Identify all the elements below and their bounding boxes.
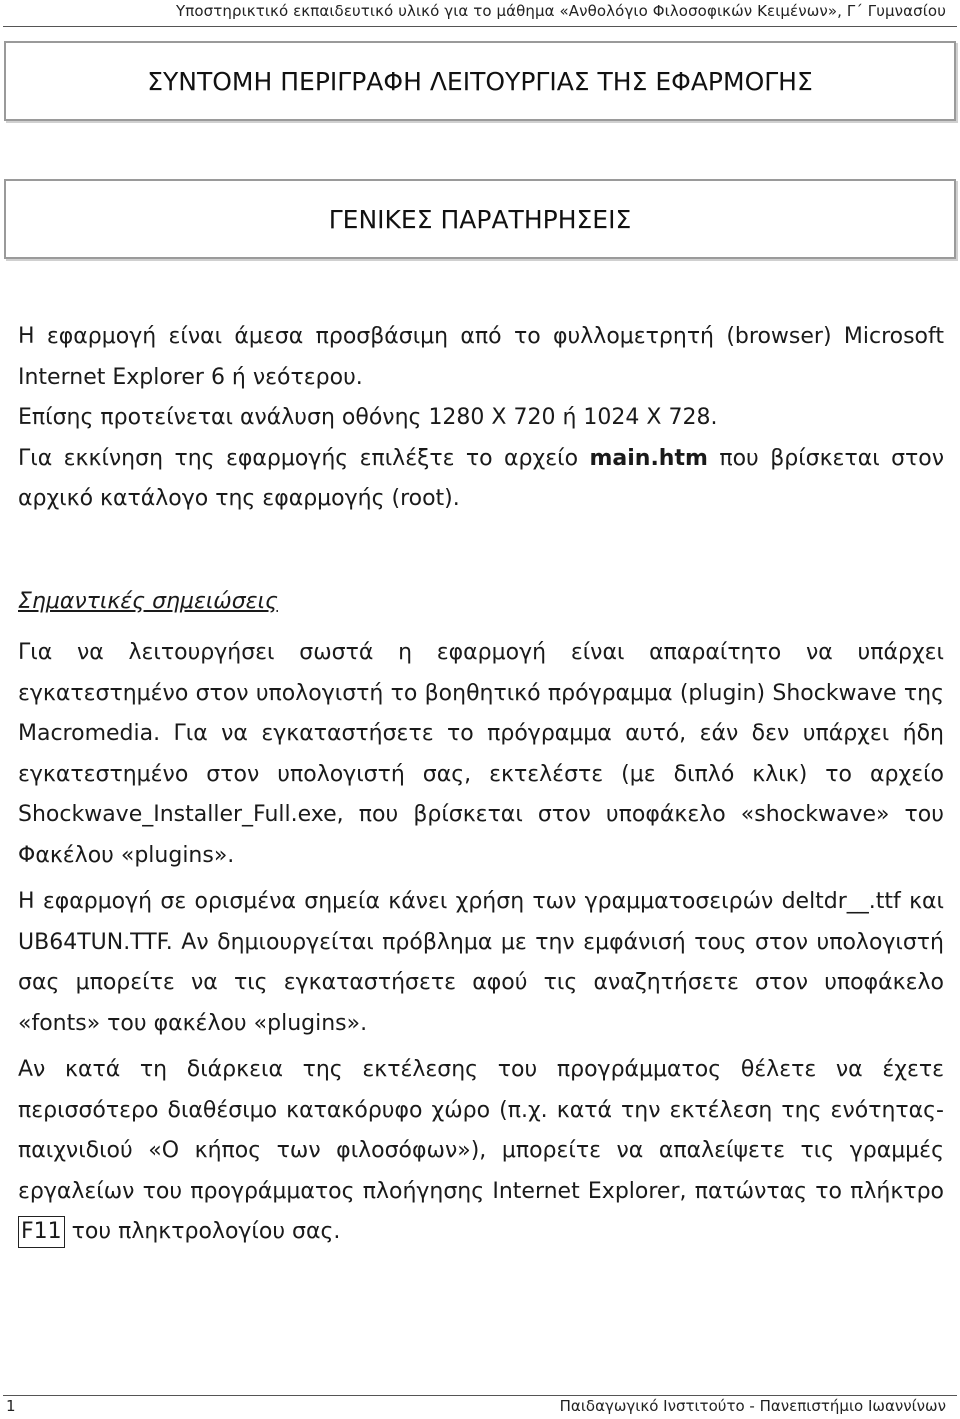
browser-paragraph: Η εφαρμογή είναι άμεσα προσβάσιμη από το φυλλομετρητή (browser) Microsoft Internet Explorer 6 ή νεότερου. xyxy=(18,324,944,390)
shockwave-paragraph: Για να λειτουργήσει σωστά η εφαρμογή είναι απαραίτητο να υπάρχει εγκατεστημένο στον υπολογιστή το βοηθητικό πρόγραμμα (plugin) Shockwave της Macromedia. Για να εγκαταστήσετε το πρόγραμμα αυτό, εάν δεν υπάρχει ήδη εγκατεστημένο στον υπολογιστή σας, εκτελέστε (με διπλό κλικ) το αρχείο Shockwave_Installer_Full.exe, που βρίσκεται στον υποφάκελο «shockwave» του Φακέλου «plugins». xyxy=(18,640,944,868)
page-number: 1 xyxy=(6,1397,16,1415)
footer-organization: Παιδαγωγικό Ινστιτούτο - Πανεπιστήμιο Ιωαννίνων xyxy=(559,1397,946,1415)
header-divider xyxy=(3,26,957,27)
resolution-paragraph: Επίσης προτείνεται ανάλυση οθόνης 1280 Χ 720 ή 1024 Χ 728. xyxy=(18,405,718,430)
general-box xyxy=(4,179,956,259)
general-remarks-heading: ΓΕΝΙΚΕΣ ΠΑΡΑΤΗΡΗΣΕΙΣ xyxy=(328,204,632,234)
fullscreen-text-before: Αν κατά τη διάρκεια της εκτέλεσης του προγράμματος θέλετε να έχετε περισσότερο διαθέσιμο κατακόρυφο χώρο (π.χ. κατά την εκτέλεση της ενότητας-παιχνιδιού «Ο κήπος των φιλοσόφων»), μπορείτε να απαλείψετε τις γραμμές εργαλείων του προγράμματος πλοήγησης Internet Explorer, πατώντας το πλήκτρο xyxy=(18,1057,944,1204)
startup-paragraph xyxy=(18,439,944,520)
fullscreen-text-after: του πληκτρολογίου σας. xyxy=(64,1219,341,1244)
notes-section xyxy=(18,633,944,1253)
startup-text-after: που βρίσκεται στον αρχικό κατάλογο της εφαρμογής (root). xyxy=(18,445,945,511)
startup-text-before: Για εκκίνηση της εφαρμογής επιλέξτε το αρχείο xyxy=(18,445,590,471)
fullscreen-paragraph xyxy=(18,1050,944,1253)
f11-key: F11 xyxy=(18,1216,65,1248)
title-box xyxy=(4,41,956,121)
footer-divider xyxy=(3,1395,957,1396)
general-section xyxy=(18,317,944,520)
running-header: Υποστηρικτικό εκπαιδευτικό υλικό για το μάθημα «Ανθολόγιο Φιλοσοφικών Κειμένων», Γ΄ Γυμνασίου xyxy=(175,2,946,20)
document-title: ΣΥΝΤΟΜΗ ΠΕΡΙΓΡΑΦΗ ΛΕΙΤΟΥΡΓΙΑΣ ΤΗΣ ΕΦΑΡΜΟΓΗΣ xyxy=(147,66,813,96)
fonts-paragraph: Η εφαρμογή σε ορισμένα σημεία κάνει χρήση των γραμματοσειρών deltdr__.ttf και UB64TUN.TTF. Αν δημιουργείται πρόβλημα με την εμφάνισή τους στον υπολογιστή σας μπορείτε να τις εγκαταστήσετε αφού τις αναζητήσετε στον υποφάκελο «fonts» του φακέλου «plugins». xyxy=(18,889,944,1036)
important-notes-heading: Σημαντικές σημειώσεις xyxy=(18,589,278,614)
main-file-name: main.htm xyxy=(589,445,708,471)
